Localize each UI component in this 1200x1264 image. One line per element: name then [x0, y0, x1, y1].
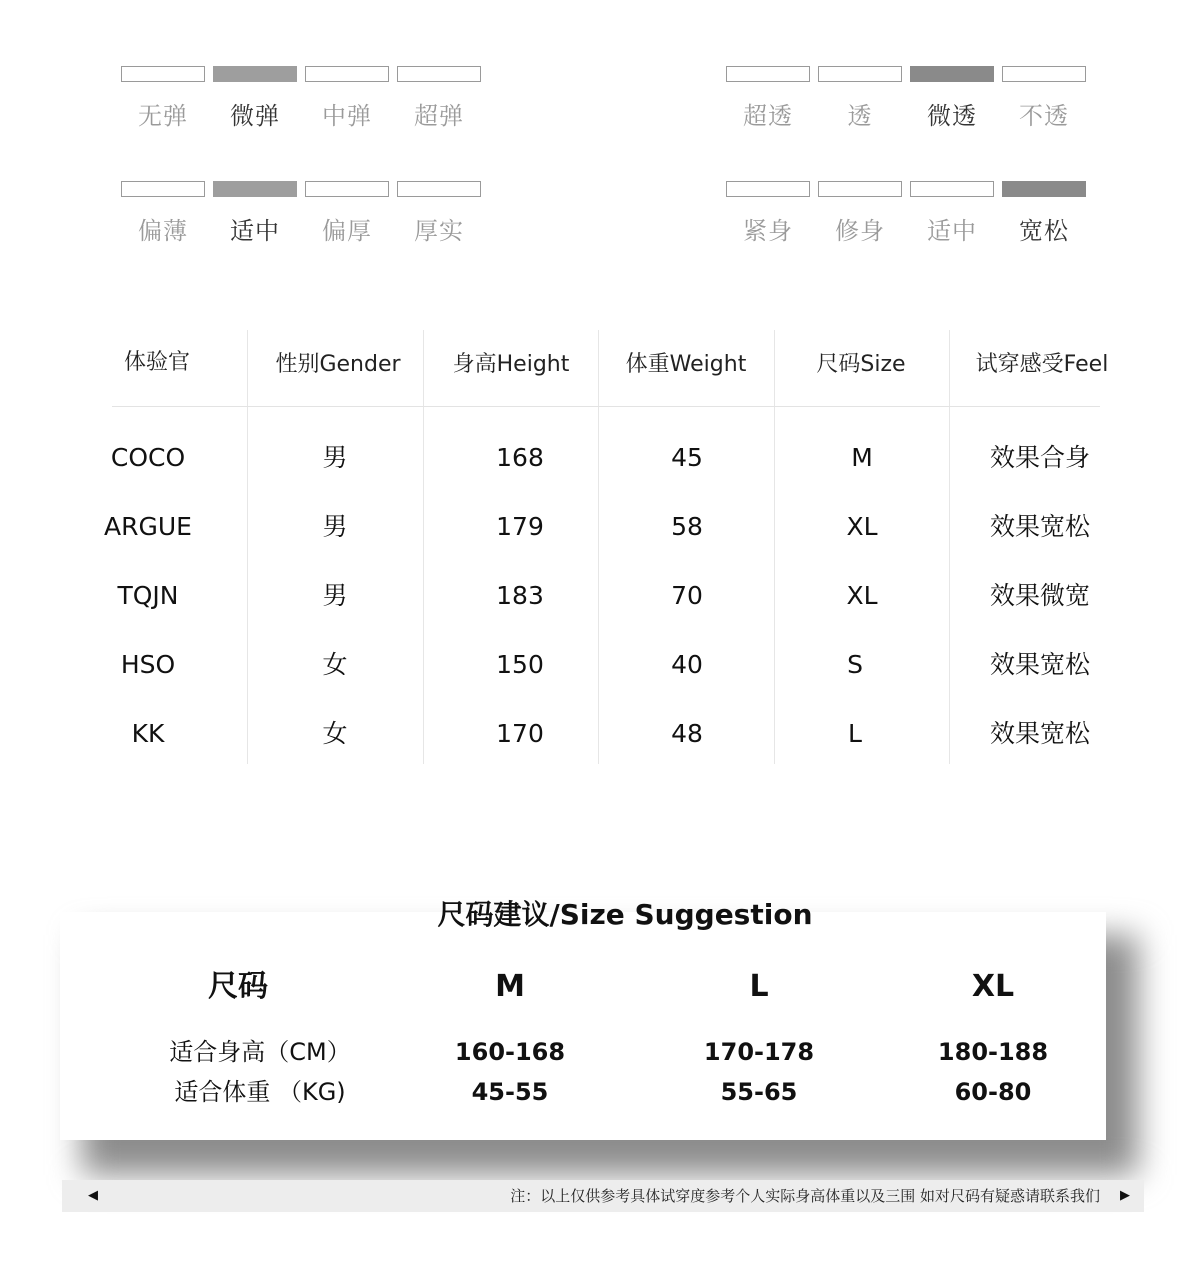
scale-label-selected: 适中: [230, 217, 280, 245]
cell-weight: 70: [671, 581, 703, 610]
cell-feel: 效果合身: [989, 443, 1090, 472]
height-row-label: 适合身高（CM）: [169, 1038, 351, 1066]
cell-size: S: [847, 650, 863, 679]
scale-label: 偏厚: [322, 217, 372, 245]
cell-gender: 男: [322, 512, 348, 541]
weight-xl: 60-80: [954, 1078, 1032, 1106]
cell-height: 170: [496, 719, 544, 748]
cell-feel: 效果宽松: [989, 650, 1090, 679]
cell-tester: HSO: [120, 650, 176, 679]
size-column-label: 尺码: [208, 969, 268, 1004]
cell-tester: KK: [131, 719, 165, 748]
scale-bar: [818, 181, 902, 197]
scale-bar: [818, 66, 902, 82]
scale-label: 无弹: [138, 102, 188, 130]
header-tester: 体验官: [123, 350, 190, 375]
note-bar: [62, 1180, 1144, 1212]
fit-scale: [726, 181, 1092, 246]
scale-bar: [121, 66, 205, 82]
scale-bar: [726, 66, 810, 82]
scale-bar-selected: [1002, 181, 1086, 197]
scale-bar: [305, 181, 389, 197]
suggestion-title: 尺码建议/Size Suggestion: [437, 898, 813, 931]
thickness-scale: [121, 181, 487, 246]
cell-gender: 女: [322, 719, 348, 748]
cell-gender: 男: [322, 443, 348, 472]
scale-bar-selected: [213, 66, 297, 82]
scale-bar: [910, 181, 994, 197]
scale-bar: [1002, 66, 1086, 82]
scale-label: 透: [847, 102, 873, 130]
note-text: 注：以上仅供参考具体试穿度参考个人实际身高体重以及三围 如对尺码有疑惑请联系我们: [510, 1187, 1100, 1205]
scale-label: 不透: [1019, 102, 1069, 130]
height-m: 160-168: [454, 1038, 566, 1066]
scale-label: 超透: [743, 102, 793, 130]
cell-tester: ARGUE: [104, 512, 192, 541]
scale-label: 超弹: [414, 102, 464, 130]
height-xl: 180-188: [937, 1038, 1049, 1066]
cell-weight: 45: [671, 443, 703, 472]
left-arrow-icon: ◀: [88, 1188, 98, 1203]
scale-label-selected: 微透: [927, 102, 977, 130]
header-size: 尺码Size: [816, 352, 906, 377]
height-l: 170-178: [703, 1038, 815, 1066]
right-arrow-icon: ▶: [1120, 1188, 1130, 1203]
header-height: 身高Height: [452, 352, 570, 377]
stretch-scale: [121, 66, 487, 131]
scale-bar: [305, 66, 389, 82]
scale-bar-selected: [213, 181, 297, 197]
cell-feel: 效果宽松: [989, 719, 1090, 748]
header-weight: 体重Weight: [625, 352, 747, 377]
scale-label: 厚实: [414, 217, 464, 245]
cell-size: XL: [846, 581, 878, 610]
cell-weight: 48: [671, 719, 703, 748]
scale-bar: [397, 181, 481, 197]
transparency-scale: [726, 66, 1092, 131]
cell-feel: 效果微宽: [989, 581, 1090, 610]
scale-label: 中弹: [322, 102, 372, 130]
cell-height: 183: [496, 581, 544, 610]
cell-size: XL: [846, 512, 878, 541]
scale-label: 偏薄: [138, 217, 188, 245]
weight-l: 55-65: [720, 1078, 798, 1106]
cell-size: L: [848, 719, 862, 748]
scale-bar-selected: [910, 66, 994, 82]
header-gender: 性别Gender: [275, 352, 401, 377]
column-divider: [423, 330, 424, 764]
size-xl: XL: [971, 969, 1015, 1004]
cell-weight: 40: [671, 650, 703, 679]
cell-weight: 58: [671, 512, 703, 541]
cell-size: M: [851, 443, 873, 472]
header-feel: 试穿感受Feel: [975, 352, 1109, 377]
scale-label-selected: 宽松: [1019, 217, 1069, 245]
cell-gender: 女: [322, 650, 348, 679]
scale-bar: [726, 181, 810, 197]
scale-label: 适中: [927, 217, 977, 245]
cell-tester: COCO: [110, 443, 186, 472]
column-divider: [598, 330, 599, 764]
scale-bar: [397, 66, 481, 82]
size-l: L: [749, 969, 769, 1004]
column-divider: [949, 330, 950, 764]
cell-tester: TQJN: [117, 581, 179, 610]
size-m: M: [495, 969, 525, 1004]
column-divider: [247, 330, 248, 764]
scale-label: 修身: [835, 217, 885, 245]
cell-gender: 男: [322, 581, 348, 610]
column-divider: [774, 330, 775, 764]
cell-height: 150: [496, 650, 544, 679]
scale-label: 紧身: [743, 217, 793, 245]
weight-m: 45-55: [471, 1078, 549, 1106]
cell-feel: 效果宽松: [989, 512, 1090, 541]
scale-bar: [121, 181, 205, 197]
cell-height: 179: [496, 512, 544, 541]
cell-height: 168: [496, 443, 544, 472]
weight-row-label: 适合体重 （KG): [174, 1078, 346, 1106]
header-divider: [112, 406, 1100, 407]
scale-label-selected: 微弹: [230, 102, 280, 130]
